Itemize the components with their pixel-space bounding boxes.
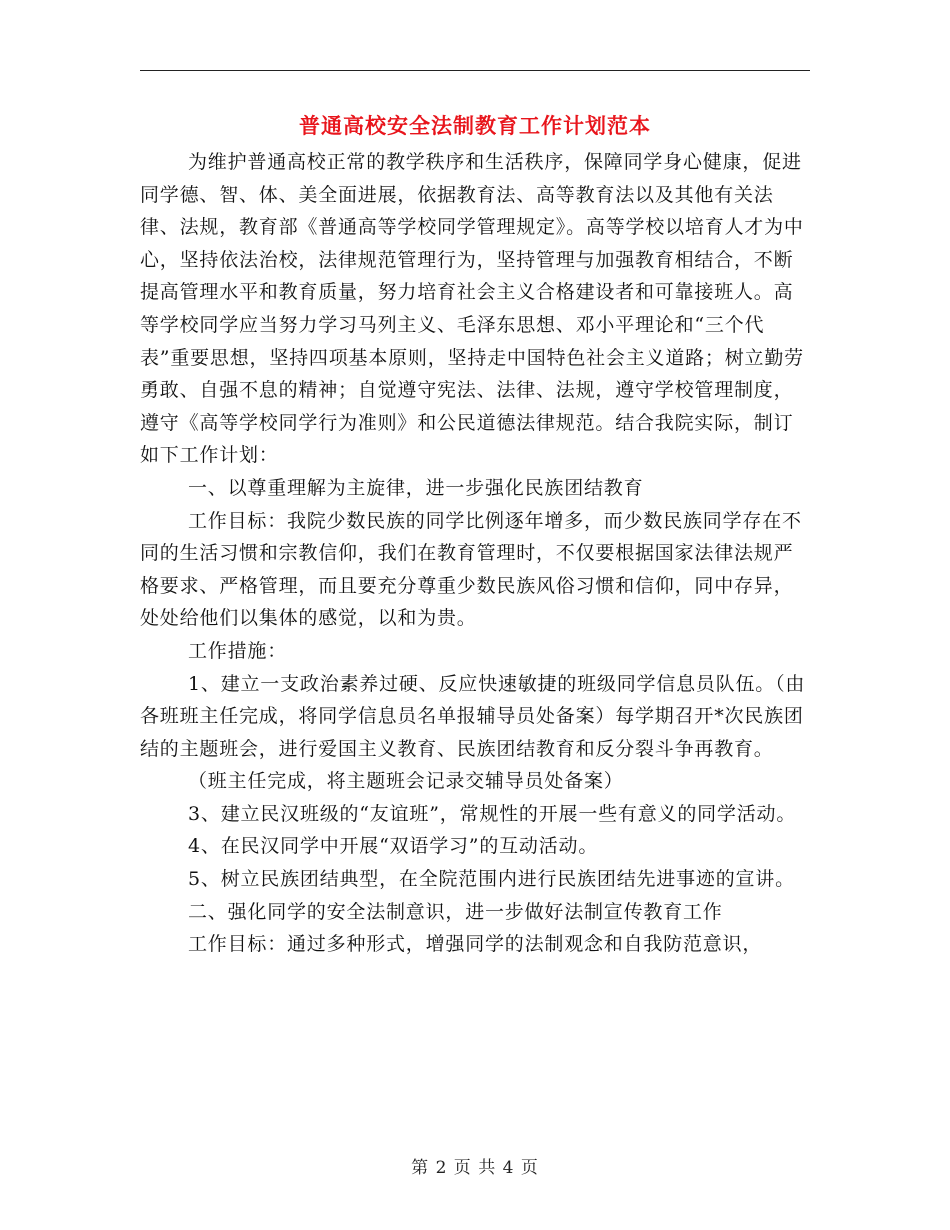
paragraph-goal-1: 工作目标：我院少数民族的同学比例逐年增多，而少数民族同学存在不同的生活习惯和宗教信仰，我们在教育管理时，不仅要根据国家法律法规严格要求、严格管理，而且要充分尊重少数民族风俗习惯和信仰，同中存异，处处给他们以集体的感觉，以和为贵。 <box>140 509 802 630</box>
document-body <box>140 146 810 961</box>
page-number: 第 2 页 共 4 页 <box>411 1158 539 1178</box>
section-heading-2: 二、强化同学的安全法制意识，进一步做好法制宣传教育工作 <box>188 900 723 923</box>
section-heading-1: 一、以尊重理解为主旋律，进一步强化民族团结教育 <box>188 476 644 499</box>
paragraph-intro: 为维护普通高校正常的教学秩序和生活秩序，保障同学身心健康，促进同学德、智、体、美全面进展，依据教育法、高等教育法以及其他有关法律、法规，教育部《普通高等学校同学管理规定》。高等学校以培育人才为中心，坚持依法治校，法律规范管理行为，坚持管理与加强教育相结合，不断提高管理水平和教育质量，努力培育社会主义合格建设者和可靠接班人。高等学校同学应当努力学习马列主义、毛泽东思想、邓小平理论和“三个代表”重要思想，坚持四项基本原则，坚持走中国特色社会主义道路；树立勤劳勇敢、自强不息的精神；自觉遵守宪法、法律、法规，遵守学校管理制度，遵守《高等学校同学行为准则》和公民道德法律规范。结合我院实际，制订如下工作计划： <box>140 151 804 467</box>
paragraph-measure-3: 3、建立民汉班级的“友谊班”，常规性的开展一些有意义的同学活动。 <box>188 802 797 825</box>
paragraph-measure-note: （班主任完成，将主题班会记录交辅导员处备案） <box>188 770 624 793</box>
paragraph-measure-5: 5、树立民族团结典型，在全院范围内进行民族团结先进事迹的宣讲。 <box>188 868 795 891</box>
document-title: 普通高校安全法制教育工作计划范本 <box>299 113 651 138</box>
paragraph-goal-2: 工作目标：通过多种形式，增强同学的法制观念和自我防范意识， <box>188 933 763 956</box>
paragraph-measure-1: 1、建立一支政治素养过硬、反应快速敏捷的班级同学信息员队伍。（由各班班主任完成，将同学信息员名单报辅导员处备案）每学期召开*次民族团结的主题班会，进行爱国主义教育、民族团结教育和反分裂斗争再教育。 <box>140 672 806 760</box>
paragraph-measure-4: 4、在民汉同学中开展“双语学习”的互动活动。 <box>188 835 599 858</box>
paragraph-measures-label: 工作措施： <box>188 639 288 662</box>
header-rule <box>140 70 810 71</box>
